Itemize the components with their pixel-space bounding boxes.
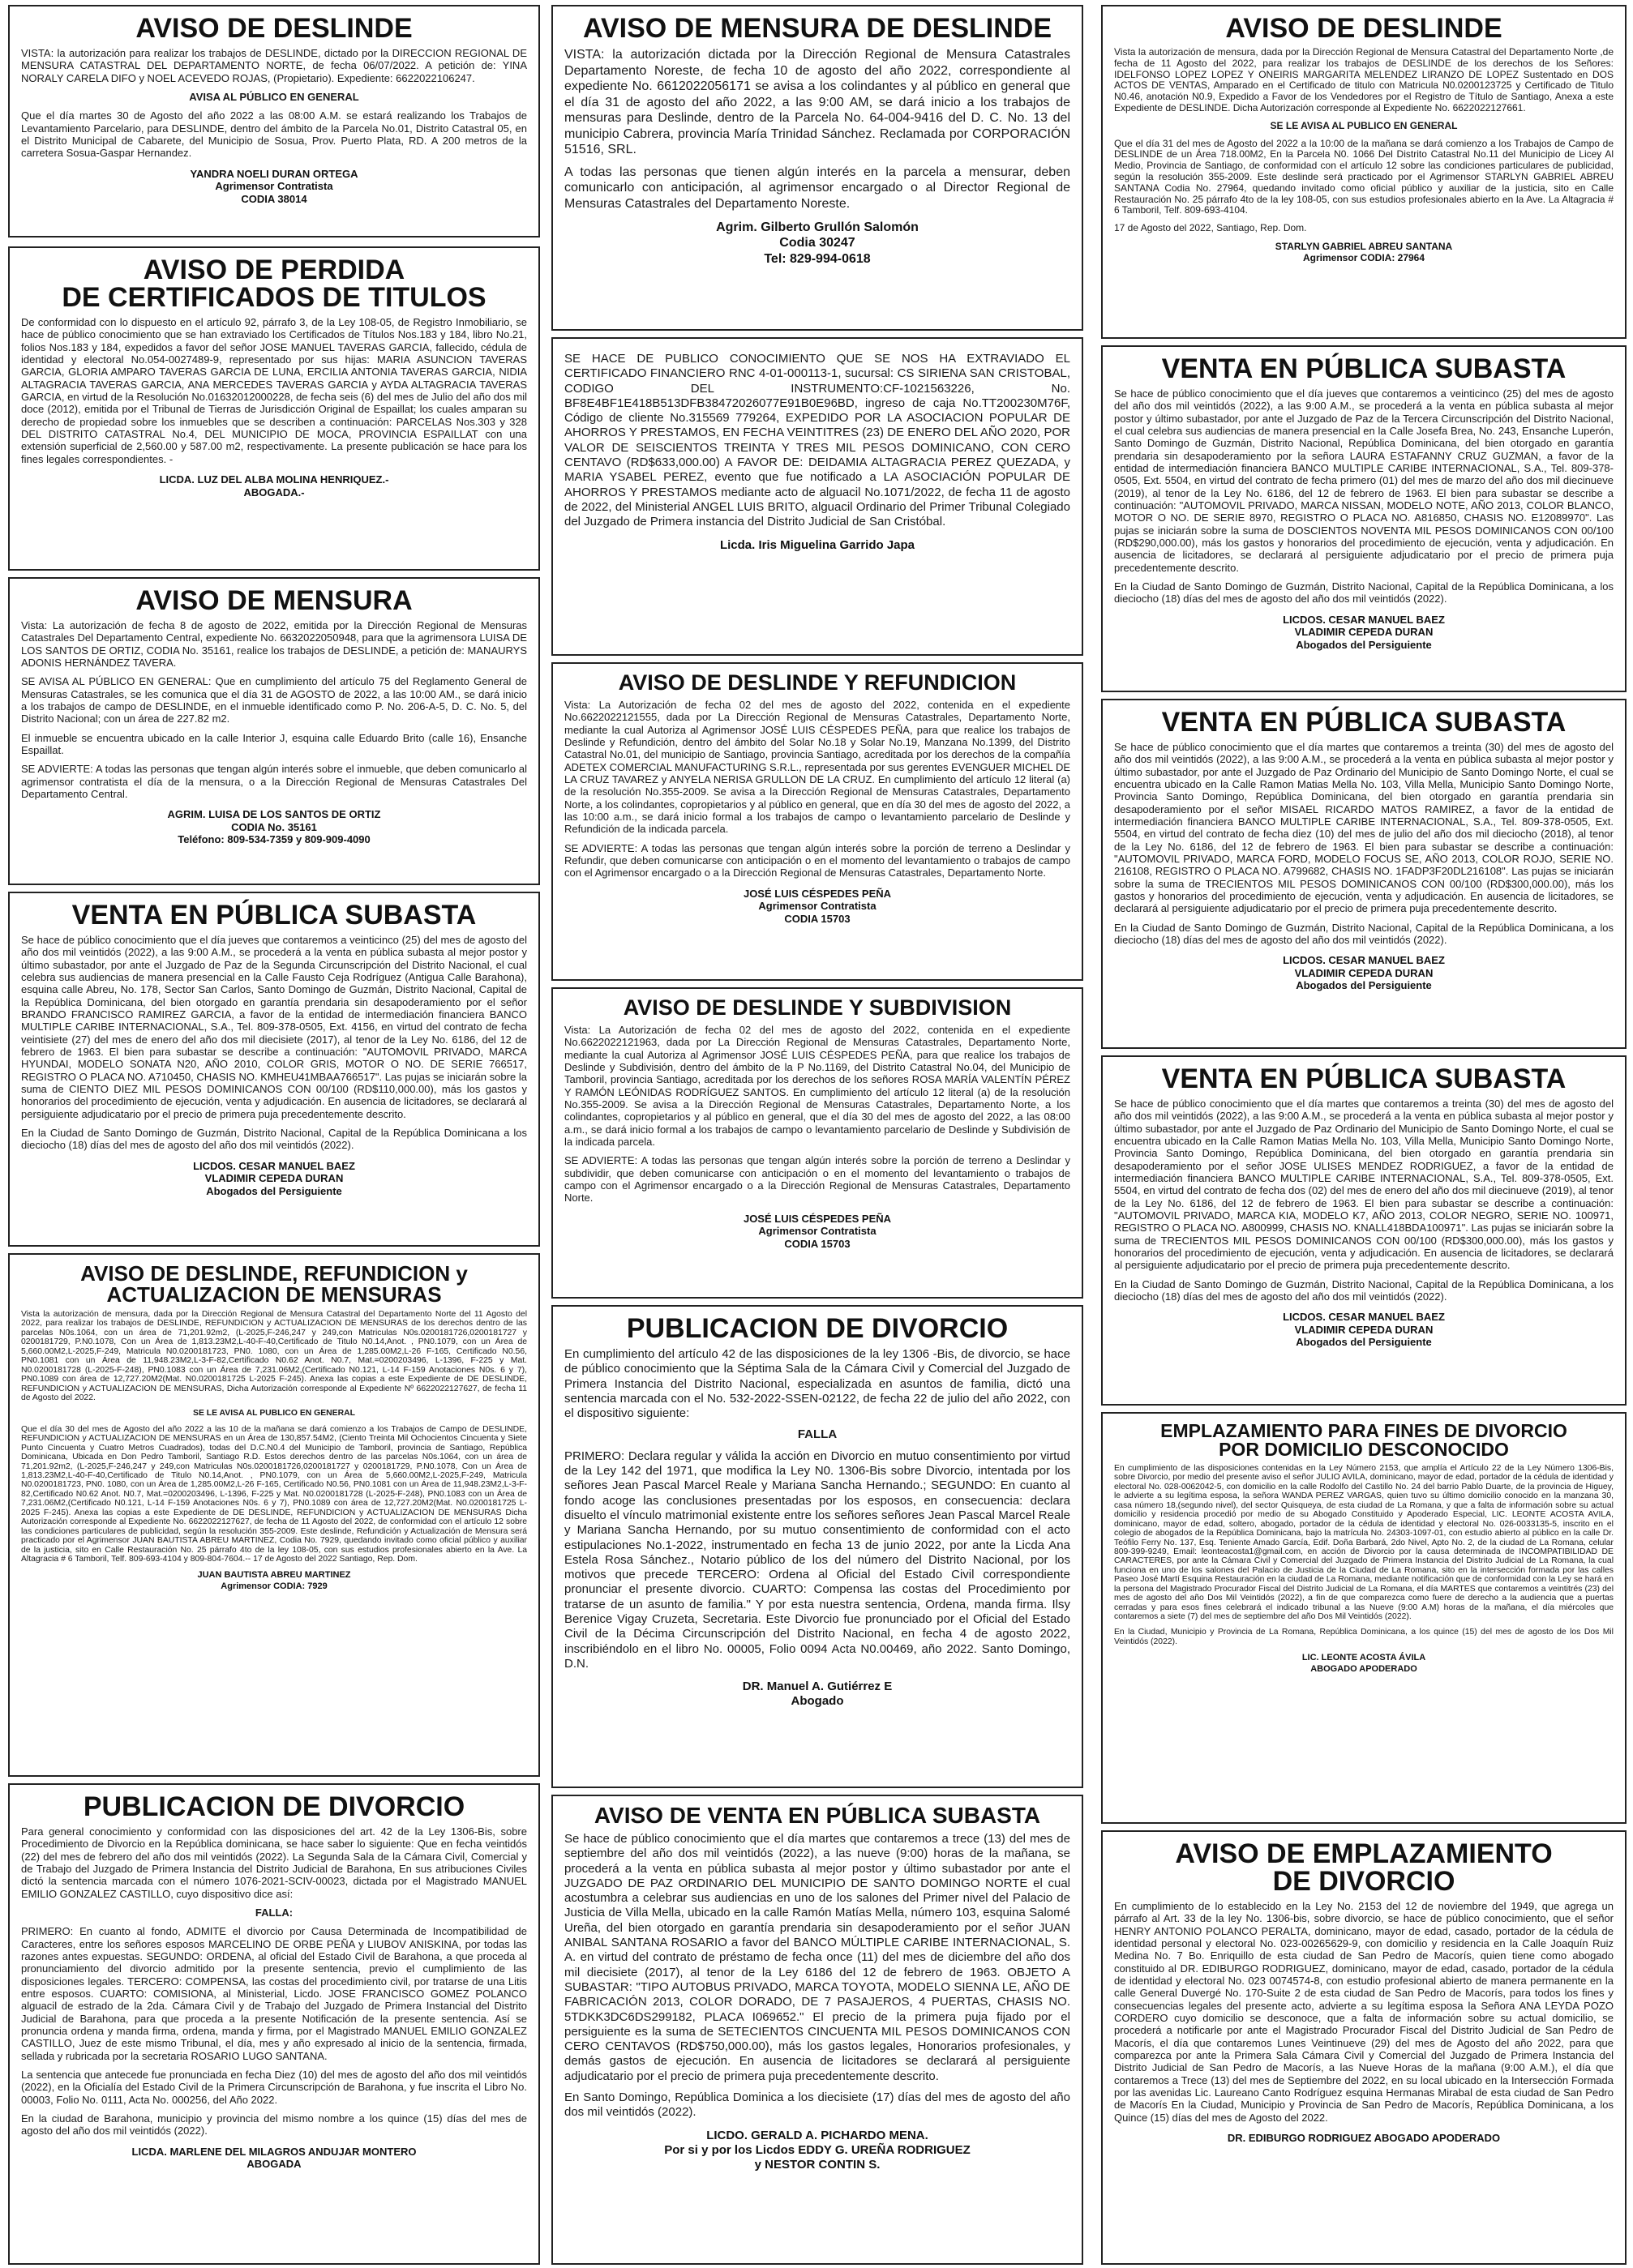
notice-emplazamiento-divorcio-2	[1101, 1830, 1627, 2265]
signature: LICDOS. CESAR MANUEL BAEZ VLADIMIR CEPEDA DURAN Abogados del Persiguiente	[1283, 954, 1445, 992]
notice-title: VENTA EN PÚBLICA SUBASTA	[1161, 1063, 1567, 1094]
notice-publicacion-divorcio-1	[8, 1783, 540, 2265]
signature: Agrim. Gilberto Grullón Salomón Codia 30247 Tel: 829-994-0618	[716, 220, 919, 266]
notice-text: Para general conocimiento y conformidad con las disposiciones del art. 42 de la Ley 1306-Bis, sobre Procedimiento de Divorcio en la República dominicana, se hace saber lo siguiente: Que en fecha veintidós (22) del mes de febrero del año dos mil veintidós (2022). La Segunda Sala de la Cámara Civil, Comercial y de Trabajo del Juzgado de Primera Instancia del Distrito Judicial de Barahona, En sus atribuciones Civiles dictó la sentencia marcada con el número 1076-2021-SCIV-00023, dictada por el Magistrado MANUEL EMILIO GONZALEZ CASTILLO, cuyo dispositivo dice así:	[21, 1825, 527, 1900]
notice-venta-subasta-2	[1101, 345, 1627, 692]
signature: JUAN BAUTISTA ABREU MARTINEZ Agrimensor CODIA: 7929	[197, 1570, 351, 1591]
notice-title: EMPLAZAMIENTO PARA FINES DE DIVORCIO POR DOMICILIO DESCONOCIDO	[1160, 1420, 1567, 1460]
notice-subheading: AVISA AL PÚBLICO EN GENERAL	[189, 90, 359, 103]
notice-text: 17 de Agosto del 2022, Santiago, Rep. Dom.	[1114, 222, 1307, 234]
notice-text: Se hace de público conocimiento que el día martes que contaremos a treinta (30) del mes de agosto del año dos mil veintidós (2022), a las 9:00 A.M., se procederá a la venta en pública subasta al mejor postor y último subastador, por ante el Juzgado de Paz Ordinario del Municipio de Santo Domingo Norte, el cual se encuentra ubicado en la Calle Ramon Matias Mella No. 103, Villa Mella, Municipio Santo Domingo Norte, Provincia Santo Domingo, República Dominicana, del bien otorgado en garantía prendaria sin desapoderamiento por el señor JOSE ULISES MENDEZ RODRIGUEZ, a favor de la entidad de intermediación financiera BANCO MULTIPLE CARIBE INTERNACIONAL, S.A., Tel. 809-378-0505, Ext. 5504, en virtud del contrato de fecha dos (02) del mes de enero del año dos mil diecinueve (2019), al tenor de la Ley No. 6186, del 12 de febrero de 1963. El bien para subastar se describe a continuación: "AUTOMOVIL PRIVADO, MARCA KIA, MODELO K7, AÑO 2013, COLOR NEGRO, SERIE NO. 100971, REGISTRO O PLACA NO. A800999, CHASIS NO. KNALL418BDA100971". Las pujas se iniciarán sobre la suma de TRECIENTOS MIL PESOS DOMINICANOS CON 00/100 (RD$300,000.00), más los gastos y honorarios del procedimiento de ejecución, venta y adjudicación. En ausencia de licitadores, se declarará al persiguiente adjudicatario por el precio de primera puja precedentemente descrito.	[1114, 1098, 1614, 1272]
notice-text: Vista la autorización de mensura, dada por la Dirección Regional de Mensura Catastral del Departamento Norte del 11 Agosto del 2022, para realizar los trabajos de DESLINDE, REFUNDICION y ACTUALIZACION DE MENSURAS de los derechos dentro de las parcelas N0s.1064, con un área de 71,201.92m2, (L-2025,F-246,247 y 249,con Matriculas N0s.0200181726,0200181727 y 0200181729, P.N0.1078, Con un Área de 1,813.23M2,L-40-F-40,Certificado de Titulo N0.14,Anot. , PN0.1079, con un Área de 5,660.00M2,L-2025,F-249, Matricula N0.0200181723, PN0. 1080, con un Área de 1,285.00M2,L-26 F-165, Certificado N0.56, PN0.1081 con un Área de 11,948.23M2,L-3-F-82,Certificado N0.62 Anot. N0.7, Mat.=0200203496, L-1396, F-225 y Mat. N0.0200181728 (L-2025-F-248), PN0.1083 con un Área de 7,231.06M2,(Certificado N0.121, L-14 F-159 Anotaciones N0s. 6 y 7), PN0.1089 con área de 12,727.20M2(Mat. N0.0200181725 L-2025 F-245). Anexa las copias a este Expediente de DE DESLINDE, REFUNDICION y ACTUALIZACION DE MENSURAS, Dicha Autorización corresponde al Expediente Nº 6622022127627, de fecha 11 de Agosto del 2022.	[21, 1310, 527, 1402]
signature: LICDO. GERALD A. PICHARDO MENA. Por si y por los Licdos EDDY G. UREÑA RODRIGUEZ y NESTOR CONTIN S.	[664, 2128, 971, 2172]
notice-text: VISTA: la autorización para realizar los trabajos de DESLINDE, dictado por la DIRECCION REGIONAL DE MENSURA CATASTRAL DEL DEPARTAMENTO NORTE, de fecha 06/07/2022. A petición de: YINA NORALY CARELA DIFO y NOEL ACEVEDO ROJAS, (Propietario). Expediente: 6622022106247.	[21, 47, 527, 84]
notice-venta-subasta-5	[1101, 1055, 1627, 1406]
notice-title: VENTA EN PÚBLICA SUBASTA	[1161, 707, 1567, 738]
signature: LICDA. LUZ DEL ALBA MOLINA HENRIQUEZ.- ABOGADA.-	[159, 473, 389, 499]
notice-text: Vista la autorización de mensura, dada por la Dirección Regional de Mensura Catastral del Departamento Norte ,de fecha de 11 Agosto del 2022, para realizar los trabajos de DESLINDE de los derechos de los Señores: IDELFONSO LOPEZ LOPEZ Y ONEIRIS MARGARITA MELENDEZ LIRANZO DE LOPEZ Sustentado en DOS ACTOS DE VENTAS, Amparado en el Certificado de titulo con Matricula N0.0200123725 y Certificado de Titulo N0.46, anotación N0.9, Expedido a Favor de los Vendedores por el Registro de Título de Santiago, Anexa a este Expediente de DESLINDE. Dicha Autorización corresponde al Expediente No. 6622022127661.	[1114, 46, 1614, 113]
notice-deslinde-refundicion-2	[551, 662, 1083, 981]
notice-mensura-deslinde	[551, 5, 1083, 331]
notice-text: Se hace de público conocimiento que el día martes que contaremos a treinta (30) del mes de agosto del año dos mil veintidós (2022), a las 9:00 A.M., se procederá a la venta en pública subasta al mejor postor y último subastador, por ante el Juzgado de Paz Ordinario del Municipio de Santo Domingo Norte, el cual se encuentra ubicado en la Calle Ramon Matias Mella No. 103, Villa Mella, Municipio Santo Domingo Norte, Provincia Santo Domingo, República Dominicana, del bien otorgado en garantía prendaria sin desapoderamiento por el señor MISAEL RICARDO MATOS RAMIREZ, a favor de la entidad de intermediación financiera BANCO MULTIPLE CARIBE INTERNACIONAL, S.A., Tel. 809-378-0505, Ext. 5504, en virtud del contrato de fecha diez (10) del mes de julio del año dos mil dieciocho (2018), al tenor de la Ley No. 6186, del 12 de febrero de 1963. El bien para subastar se describe a continuación: "AUTOMOVIL PRIVADO, MARCA FORD, MODELO FOCUS SE, AÑO 2013, COLOR ROJO, SERIE NO. 216108, REGISTRO O PLACA NO. A799682, CHASIS NO. 1FADP3F20DL216108". Las pujas se iniciarán sobre la suma de TRECIENTOS MIL PESOS DOMINICANOS CON 00/100 (RD$300,000.00), más los gastos y honorarios del procedimiento de ejecución, venta y adjudicación. En ausencia de licitadores, se declarará al persiguiente adjudicatario por el precio de primera puja precedentemente descrito.	[1114, 741, 1614, 915]
notice-text: SE HACE DE PUBLICO CONOCIMIENTO QUE SE NOS HA EXTRAVIADO EL CERTIFICADO FINANCIERO RNC 4-01-000113-1, sucursal: CS SIRIENA SAN CRISTOBAL, CODIGO DEL INSTRUMENTO:CF-1021563226, No. BF8E4BF1E418B513DFB38472026077E91B0E96BD, ingreso de caja No.TT200230M76F, Código de cliente No.315569 779264, EXPEDIDO POR LA ASOCIACION POPULAR DE AHORROS Y PRESTAMOS, EN FECHA VEINTITRES (23) DE ENERO DEL AÑO 2020, POR VALOR DE SEISCIENTOS TREINTA Y TRES MIL PESOS DOMINICANO, CON CERO CENTAVO (RD$633,000.00) A FAVOR DE: DEIDAMIA ALTAGRACIA PEREZ QUEZADA, y MARIA YSABEL PEREZ, evento que fue notificado a LA ASOCIACIÓN POPULAR DE AHORROS Y PRESTAMOS mediante acto de alguacil No.1071/2022, de fecha 11 de agosto de 2022, del Ministerial ANGEL LUIS BRITO, alguacil Ordinario del Primer Tribunal Colegiado del Juzgado de Primera instancia del Distrito Judicial de San Cristóbal.	[564, 352, 1070, 529]
notice-text: Que el día 30 del mes de Agosto del año 2022 a las 10 de la mañana se dará comienzo a los Trabajos de Campo de DESLINDE, REFUNDICION y ACTUALIZACION DE MENSURAS en un Área de 130,857.54M2, (Ciento Treinta Mil Ochocientos Cincuenta y Siete Punto Cincuenta y Cuatro Metros Cuadrados), todas del D.C.N0.4 del Municipio de Tamboril, provincia de Santiago, República Dominicana, Ubicada en Don Pedro Tamboril, Santiago R.D. Estos derechos dentro de las parcelas N0s.1064, con un área de 71,201.92m2, (L-2025,F-246,247 y 249,con Matriculas N0s.0200181726,0200181727 y 0200181729, P.N0.1078, Con un Área de 1,813.23M2,L-40-F-40,Certificado de Titulo N0.14,Anot. , PN0.1079, con un Área de 5,660.00M2,L-2025,F-249, Matricula N0.0200181723, PN0. 1080, con un Área de 1,285.00M2,L-26 F-165, Certificado N0.56, PN0.1081 con un Área de 11,948.23M2,L-3-F-82,Certificado N0.62 Anot. N0.7, Mat.=0200203496, L-1396, F-225 y Mat. N0.0200181728 (L-2025-F-248), PN0.1083 con un Área de 7,231.06M2,(Certificado N0.121, L-14 F-159 Anotaciones N0s. 6 y 7), PN0.1089 con área de 12,727.20M2(Mat. N0.0200181725 L-2025 F-245). Anexa las copias a este Expediente de DE DESLINDE, REFUNDICION y ACTUALIZACION DE MENSURAS Dicha Autorización corresponde al Expediente No. 6622022127627, de fecha de 11 Agosto del 2022, de conformidad con el artículo 12 sobre las condiciones particulares de publicidad, según la resolución 355-2009. Este deslinde, Refundición y Actualización de Mensura será practicado por el Agrimensor JUAN BAUTISTA ABREU MARTINEZ, Codia No. 7929, quedando invitado como oficial público y auxiliar de la justicia, sito en Calle Restauración No. 25 párrafo 4to de la ley 108-05, con sus estudios profesionales abierto en la Ave. La Altagracia # 6 Tamboril, Telf. 809-693-4104 y 809-804-7604.-- 17 de Agosto del 2022 Santiago, Rep. Dom.	[21, 1424, 527, 1564]
notice-text: En la Ciudad de Santo Domingo de Guzmán, Distrito Nacional, Capital de la República Dominicana, a los dieciocho (18) días del mes de agosto del año dos mil veintidós (2022).	[1114, 921, 1614, 946]
signature: AGRIM. LUISA DE LOS SANTOS DE ORTIZ CODIA No. 35161 Teléfono: 809-534-7359 y 809-909-4090	[167, 808, 381, 846]
notice-venta-subasta-4	[551, 1795, 1083, 2265]
notice-perdida-certificados	[8, 246, 540, 571]
notice-text: Se hace de público conocimiento que el día jueves que contaremos a veinticinco (25) del mes de agosto del año dos mil veintidós (2022), a las 9:00 A.M., se procederá a la venta en pública subasta al mejor postor y último subastador, por ante el Juzgado de Paz de la Tercera Circunscripción del Distrito Nacional, el cual celebra sus audiencias de manera presencial en la Calle Josefa Brea, No. 243, Ensanche Luperón, Santo Domingo de Guzmán, Distrito Nacional, República Dominicana, del bien otorgado en garantía prendaria sin desapoderamiento por la señora LAURA ESTAFANNY CRUZ GUZMAN, a favor de la entidad de intermediación financiera BANCO MULTIPLE CARIBE INTERNACIONAL, S.A., Tel. 809-378-0505, Ext. 5504, en virtud del contrato de fecha primero (01) del mes de marzo del año dos mil diecinueve (2019), al tenor de la Ley No. 6186, del 12 de febrero de 1963. El bien para subastar se describe a continuación: "AUTOMOVIL PRIVADO, MARCA NISSAN, MODELO NOTE, AÑO 2013, COLOR BLANCO, MOTOR O NO. DE SERIE 8970, REGISTRO O PLACA NO. A816850, CHASIS NO. E12089970". Las pujas se iniciarán sobre la suma de DOSCIENTOS NOVENTA MIL PESOS DOMINICANOS CON 00/100 (RD$290,000.00), más los gastos y honorarios del procedimiento de ejecución, venta y adjudicación. En ausencia de licitadores, se declarará al persiguiente adjudicatario por el precio de primera puja precedentemente descrito.	[1114, 387, 1614, 574]
notice-title: VENTA EN PÚBLICA SUBASTA	[1161, 353, 1567, 384]
notice-text: Que el día 31 del mes de Agosto del 2022 a la 10:00 de la mañana se dará comienzo a los Trabajos de Campo de DESLINDE de un Área 718.00M2, En la Parcela N0. 1066 Del Distrito Catastral No.11 del Municipio de Licey Al Medio, Provincia de Santiago, de conformidad con el artículo 12 sobre las condiciones particulares de publicidad, según la resolución 355-2009. Este deslinde será practicado por el Agrimensor STARLYN GABRIEL ABREU SANTANA Codia No. 27964, quedando invitado como oficial público y auxiliar de la justicia, sito en Calle Restauración No. 25 párrafo 4to de la ley 108-05, con sus estudios profesionales abierto en la Ave. La Altagracia # 6 Tamboril, Telf. 809-693-4104.	[1114, 137, 1614, 216]
notice-subheading: SE LE AVISA AL PUBLICO EN GENERAL	[1270, 119, 1458, 131]
notice-text: Vista: La Autorización de fecha 02 del mes de agosto del 2022, contenida en el expediente No.6622022121555, dada por La Dirección Regional de Mensuras Catastrales, Departamento Norte, mediante la cual Autoriza al Agrimensor JOSÉ LUIS CÉSPEDES PEÑA, para que realice los trabajos de Deslinde y Refundición, dentro del ámbito del Solar No.18 y Solar No.19, Manzana No.1399, del Distrito Catastral No.01, del municipio de Santiago, provincia Santiago, acreditada por los derechos de la compañía ADETEX COMERCIAL MANUFACTURING S.R.L., representada por sus gerentes EVENGUER MICHEL DE LA CRUZ TAVAREZ y ANYELA NERISA GRULLON DE LA CRUZ. En cumplimiento del artículo 12 literal (a) de la resolución No.355-2009. Se avisa a la Dirección Regional de Mensuras Catastrales, Departamento Norte, a los colindantes, copropietarios y al público en general, que en día 30 del mes de agosto del 2022, a las 10:00 a.m., se dará inicio formal a los trabajos de campo o levantamiento parcelario de Deslinde y Refundición de la indicada parcela.	[564, 699, 1070, 836]
notice-title: AVISO DE MENSURA DE DESLINDE	[582, 13, 1052, 44]
notice-title: AVISO DE PERDIDA DE CERTIFICADOS DE TITULOS	[62, 255, 486, 313]
notice-text: En cumplimiento de lo establecido en la Ley No. 2153 del 12 de noviembre del 1949, que agrega un párrafo al Art. 33 de la ley No. 1306-bis, sobre divorcio, se hace de público conocimiento, que el señor HENRY ANTONIO POLANCO PERALTA, dominicano, mayor de edad, casado, portador de la cédula de identidad personal y electoral No. 023-00265629-9, con domicilio y residencia en la Calle Joaquín Ruiz Medina No. 7 Bo. Enriquillo de esta ciudad de San Pedro de Macorís, quien tiene como abogado constituido al DR. EDIBURGO RODRIGUEZ, dominicano, mayor de edad, casado, portador de la cédula de identidad y electoral No. 023 0074574-8, con estudio profesional abierto de manera permanente en la calle General Duvergé No. 170-Suite 2 de esta ciudad de San Pedro de Macorís, para todos los fines y consecuencias legales del presente acto, advierte a su legítima esposa la Señora ANA LEYDA POZO CORDERO cuyo domicilio se desconoce, que a falta de información sobre su actual domicilio, se procederá a notificarle por ante el Magistrado Procurador Fiscal del Distrito Judicial de San Pedro de Macorís, el día que contaremos Lunes Veintinueve (29) del mes de Agosto del año 2022, para que comparezca por ante la Primera Sala Cámara Civil y Comercial del Juzgado de Primera Instancia del Distrito Judicial de San Pedro de Macorís, a las Nueve Horas de la mañana (9:00 A.M.), el día que contaremos a Trece (13) del mes de Septiembre del 2022, en su local ubicado en la Intersección Formada por las avenidas Lic. Laureano Canto Rodríguez esquina Hermanas Mirabal de esta ciudad de San Pedro de Macorís En la Ciudad, Municipio y Provincia de San Pedro de Macorís, República Dominicana, a los Quince (15) días del mes de Agosto del 2022.	[1114, 1900, 1614, 2124]
signature: LICDOS. CESAR MANUEL BAEZ VLADIMIR CEPEDA DURAN Abogados del Persiguiente	[193, 1159, 355, 1197]
notice-deslinde-subdivision	[551, 987, 1083, 1299]
notice-text: SE AVISA AL PÚBLICO EN GENERAL: Que en cumplimiento del artículo 75 del Reglamento General de Mensuras Catastrales, se les comunica que el día 31 de AGOSTO de 2022, a las 10:00 AM., se dará inicio a los trabajos de campo de DESLINDE, en el inmueble identificado como P. No. 206-A-5, D. C. No. 5, del Distrito Nacional; con un área de 227.82 m2.	[21, 675, 527, 725]
notice-text: En cumplimiento del artículo 42 de las disposiciones de la ley 1306 -Bis, de divorcio, se hace de público conocimiento que la Séptima Sala de la Cámara Civil y Comercial del Juzgado de Primera Instancia del Distrito Nacional, especializada en asuntos de familia, dictó una sentencia marcada con el No. 532-2022-SSEN-02122, de fecha 22 de julio del año 2022, con el dispositivo siguiente:	[564, 1347, 1070, 1421]
signature: DR. Manuel A. Gutiérrez E Abogado	[742, 1680, 893, 1709]
notice-subheading: SE LE AVISA AL PUBLICO EN GENERAL	[193, 1409, 355, 1419]
notice-text: PRIMERO: En cuanto al fondo, ADMITE el divorcio por Causa Determinada de Incompatibilidad de Caracteres, entre los señores esposos MARCELINO DE ORBE PEÑA y LIUBOV ANISKINA, por todas las razones antes expuestas. SEGUNDO: ORDENA, al oficial del Estado Civil de Barahona, a que proceda al pronunciamiento del divorcio admitido por la presente sentencia, previo el cumplimiento de las disposiciones legales. TERCERO: COMPENSA, las costas del procedimiento civil, por tratarse de una Litis entre esposos. CUARTO: COMISIONA, al Ministerial, Licdo. JOSE FRANCISCO GOMEZ POLANCO alguacil de estrado de la 2da. Cámara Civil y de Trabajo del Juzgado de Primera Instancial del Distrito Judicial de Barahona, para que proceda a la presente Notificación de la presente sentencia. Así se pronuncia ordena y manda firma, ordena, manda y firma, por el Magistrado MANUEL EMILIO GONZALEZ CASTILLO, Juez de este mismo Tribunal, el día, mes y año expresado al inicio de la sentencia, firmada, sellada y rubricada por la secretaria ROSARIO LUGO SANTANA.	[21, 1925, 527, 2062]
notice-venta-subasta-3	[1101, 699, 1627, 1049]
notice-aviso-deslinde-1	[8, 5, 540, 237]
notice-subheading: FALLA	[797, 1427, 838, 1442]
notice-emplazamiento-divorcio-1	[1101, 1412, 1627, 1824]
notice-text: Que el día martes 30 de Agosto del año 2022 a las 08:00 A.M. se estará realizando los Trabajos de Levantamiento Parcelario, para DESLINDE, dentro del ámbito de la Parcela No.01, Distrito Catastral 05, en el Distrito Municipal de Cabarete, del Municipio de Sosua, Prov. Puerto Plata, RD. A 200 metros de la carretera Sosua-Gaspar Hernandez.	[21, 109, 527, 160]
notice-text: En la Ciudad de Santo Domingo de Guzmán, Distrito Nacional, Capital de la República Dominicana, a los dieciocho (18) días del mes de agosto del año dos mil veintidós (2022).	[1114, 580, 1614, 606]
notice-text: La sentencia que antecede fue pronunciada en fecha Diez (10) del mes de agosto del año dos mil veintidós (2022), en la Oficialía del Estado Civil de la Primera Circunscripción de Barahona, y fue inscrita el Libro No. 00003, Folio No. 0111, Acta No. 000256, del Año 2022.	[21, 2068, 527, 2106]
notice-text: PRIMERO: Declara regular y válida la acción en Divorcio en mutuo consentimiento por virtud de la Ley 142 del 1971, que modifica la Ley N0. 1306-Bis sobre Divorcio, intentada por los señores Jean Pascal Marcel Reale y Mariana Sancha Hernando.; SEGUNDO: En cuanto al fondo acoge las conclusiones presentadas por los esposos, en consecuencia: declara disuelto el vínculo matrimonial existente entre los señores señores Jean Pascal Marcel Reale y Mariana Sancha Hernando, por su mutuo consentimiento de conformidad con el acto estipulaciones No.1-2022, instrumentado en fecha 13 de junio 2022, por ante la Licda Ana Estela Rosa Sánchez., Notario público de los del número del Distrito Nacional, por los motivos que precede TERCERO: Ordena al Oficial del Estado Civil correspondiente pronunciar el presente divorcio. CUARTO: Compensa las costas del Procedimiento por tratarse de un asunto de familia." Y por esta nuestra sentencia, Ordena, manda firma. Ilsy Berenice Vigay Cruzeta, Secretaria. Este Divorcio fue pronunciado por el Oficial del Estado Civil de la Décima Circunscripción del Distrito Nacional, en fecha 4 de agosto 2022, inscribiéndolo en el libro No. 00005, Folio 0094 Acta N0.00469, año 2022. Santo Domingo, D.N.	[564, 1449, 1070, 1671]
notice-title: AVISO DE DESLINDE Y SUBDIVISION	[623, 995, 1012, 1020]
signature: Licda. Iris Miguelina Garrido Japa	[719, 537, 915, 552]
notice-text: En la ciudad de Barahona, municipio y provincia del mismo nombre a los quince (15) días del mes de agosto del año dos mil veintidós (2022).	[21, 2112, 527, 2137]
notice-title: VENTA EN PÚBLICA SUBASTA	[71, 900, 477, 931]
notice-text: En Santo Domingo, República Dominica a los diecisiete (17) días del mes de agosto del año dos mil veintidós (2022).	[564, 2090, 1070, 2120]
notice-title: AVISO DE EMPLAZAMIENTO DE DIVORCIO	[1175, 1838, 1553, 1897]
notice-text: Vista: La autorización de fecha 8 de agosto de 2022, emitida por la Dirección Regional de Mensuras Catastrales Del Departamento Central, expediente No. 6632022050948, para que la agrimensora LUISA DE LOS SANTOS DE ORTIZ, CODIA No. 35161, realice los trabajos de DESLINDE, a petición de: MANAURYS ADONIS HERNÁNDEZ TAVERA.	[21, 619, 527, 669]
signature: LIC. LEONTE ACOSTA ÁVILA ABOGADO APODERADO	[1301, 1653, 1426, 1674]
notice-title: AVISO DE DESLINDE	[1225, 13, 1502, 44]
notice-text: SE ADVIERTE: A todas las personas que tengan algún interés sobre el inmueble, que deben comunicarlo al agrimensor contratista el día de la mensura, o a la Dirección Regional de Mensuras Catastrales Del Departamento Central.	[21, 763, 527, 800]
notice-text: En la Ciudad, Municipio y Provincia de La Romana, República Dominicana, a los quince (15) del mes de agosto de los Dos Mil Veintidós (2022).	[1114, 1628, 1614, 1646]
notice-text: En la Ciudad de Santo Domingo de Guzmán, Distrito Nacional, Capital de la República Dominicana a los dieciocho (18) días del mes de agosto del año dos mil veintidós (2022).	[21, 1126, 527, 1152]
notice-subheading: FALLA:	[255, 1906, 294, 1919]
notice-text: En cumplimiento de las disposiciones contenidas en la Ley Número 2153, que amplía el Artículo 22 de la Ley Número 1306-Bis, sobre Divorcio, por medio del presente aviso el señor JULIO AVILA, dominicano, mayor de edad, portador de la cédula de identidad y electoral No. 028-0062042-5, con domicilio en la calle Rodolfo del Castillo No. 24 del barrio Pablo Duarte, de la provincia de Higuey, le advierte a su legítima esposa, la señora WANDA PEREZ VARGAS, quien tuvo su último domicilio conocido en la manzana 30, casa número 18,(segundo nivel), del sector Quisqueya, de esta ciudad de La Romana, y que a falta de información sobre su actual domicilio y residencia procedió por medio de su Abogado Constituido y Apoderado Especial, LIC. LEONTE ACOSTA AVILA, dominicano, mayor de edad, soltero, abogado, portador de la cédula de identidad y electoral No. 026-0033135-5, inscrito en el colegio de abogados de la República Dominicana, bajo la matrícula No. 24303-1097-01, con estudio abierto al público en la calle Dr. Teófilo Ferry No. 137, Esq. Teniente Amado García, Edif. Doña Barbará, 2do Nivel, Apto No. 2, de la ciudad de La Romana, celular 809-399-9249, Email: leonteacosta1@gmail.com, en acción de Divorcio por la causa determinada de INCOMPATIBILIDAD DE CARACTERES, por ante la Cámara Civil y Comercial del Juzgado de Primera Instancia del Distrito Judicial de La Romana, la cual funciona en uno de los salones del Palacio de Justicia de la Ciudad de La Romana, sito en la intersección formada por las calles Paseo José Martí Esquina Restauración en la ciudad de La Romana, mediante notificación que de conformidad con la Ley se hará en la persona del Magistrado Procurador Fiscal del Distrito Judicial de La Romana, el día MARTES que contaremos a veintitrés (23) del mes de agosto del año Dos Mil Veintidós (2022), a fin de que comparezca como fuere de derecho a la audiencia que a puertas cerradas y para esos fines celebrará el indicado tribunal a las Nueve (9:00 A.M) horas de la mañana, el día miércoles que contaremos a siete (7) del mes de septiembre del año Dos Mil Veintidós (2022).	[1114, 1464, 1614, 1621]
notice-text: Se hace de público conocimiento que el día jueves que contaremos a veinticinco (25) del mes de agosto del año dos mil veintidós (2022), a las 9:00 A.M., se procederá a la venta en pública subasta al mejor postor y último subastador, por ante el Juzgado de Paz de la Segunda Circunscripción del Distrito Nacional, el cual celebra sus audiencias de manera presencial en la Calle Fausto Ceja Rodríguez (Antigua Calle Barahona), esquina calle Abreu, No. 178, Sector San Carlos, Santo Domingo de Guzmán, Distrito Nacional, Capital de la República Dominicana, del bien otorgado en garantía prendaria sin desapoderamiento por el señor BRANDO FRANCISCO RAMIREZ GARCIA, a favor de la entidad de intermediación financiera BANCO MULTIPLE CARIBE INTERNACIONAL, S.A., Tel. 809-378-0505, Ext. 4156, en virtud del contrato de fecha veintisiete (27) del mes de enero del año dos mil diecisiete (2017), al tenor de la Ley No. 6186, del 12 de febrero de 1963. El bien para subastar se describe a continuación: "AUTOMOVIL PRIVADO, MARCA HYUNDAI, MODELO SONATA N20, AÑO 2010, COLOR GRIS, MOTOR O NO. DE SERIE 766517, REGISTRO O PLACA NO. A710450, CHASIS NO. KMHEU41MBAA766517". Las pujas se iniciarán sobre la suma de CIENTO DIEZ MIL PESOS DOMINICANOS CON 00/100 (RD$110,000.00), más los gastos y honorarios del procedimiento de ejecución, venta y adjudicación. En ausencia de licitadores, se declarará al persiguiente adjudicatario por el precio de primera puja precedentemente descrito.	[21, 934, 527, 1120]
signature: JOSÉ LUIS CÉSPEDES PEÑA Agrimensor Contratista CODIA 15703	[743, 887, 892, 925]
signature: LICDOS. CESAR MANUEL BAEZ VLADIMIR CEPEDA DURAN Abogados del Persiguiente	[1283, 613, 1445, 651]
notice-aviso-deslinde-2	[1101, 5, 1627, 339]
signature: DR. EDIBURGO RODRIGUEZ ABOGADO APODERADO	[1227, 2131, 1501, 2144]
notice-certificado-financiero	[551, 337, 1083, 656]
signature: YANDRA NOELI DURAN ORTEGA Agrimensor Contratista CODIA 38014	[190, 167, 358, 205]
notice-text: SE ADVIERTE: A todas las personas que tengan algún interés sobre la porción de terreno a Deslindar y subdividir, que deben comunicarse con anticipación o en el momento del levantamiento o trabajos de campo con el Agrimensor encargado o a la Dirección Regional de Mensuras Catastrales, Departamento Norte.	[564, 1154, 1070, 1205]
notice-text: En la Ciudad de Santo Domingo de Guzmán, Distrito Nacional, Capital de la República Dominicana, a los dieciocho (18) días del mes de agosto del año dos mil veintidós (2022).	[1114, 1277, 1614, 1303]
notice-text: SE ADVIERTE: A todas las personas que tengan algún interés sobre la porción de terreno a Deslindar y Refundir, que deben comunicarse con anticipación o en el momento del levantamiento o trabajos de campo con el Agrimensor encargado o a la Dirección Regional de Mensuras Catastrales, Departamento Norte.	[564, 841, 1070, 879]
signature: LICDA. MARLENE DEL MILAGROS ANDUJAR MONTERO ABOGADA	[131, 2145, 417, 2171]
notice-deslinde-refundicion	[8, 1253, 540, 1777]
notice-title: AVISO DE VENTA EN PÚBLICA SUBASTA	[594, 1803, 1041, 1828]
notice-text: A todas las personas que tienen algún interés en la parcela a mensurar, deben comunicarlo con anticipación, al agrimensor encargado o al Director Regional de Mensuras Catastrales del Departamento Noreste.	[564, 165, 1070, 211]
notice-aviso-mensura	[8, 577, 540, 885]
signature: JOSÉ LUIS CÉSPEDES PEÑA Agrimensor Contratista CODIA 15703	[743, 1212, 892, 1250]
notice-text: De conformidad con lo dispuesto en el artículo 92, párrafo 3, de la Ley 108-05, de Registro Inmobiliario, se hace de público conocimiento que se han extraviado los Certificados de Títulos Nos.183 y 184, libro No.21, folios Nos.183 y 184, expedidos a favor del señor JOSE MANUEL TAVERAS GARCIA, fallecido, cédula de identidad y electoral No.054-0027489-9, representado por sus hijas: MARIA ASUNCION TAVERAS GARCIA, GLORIA AMPARO TAVERAS GARCIA DE LUNA, ERCILIA ANTONIA TAVERAS GARCIA, NIDIA ALTAGRACIA TAVERAS GARCIA, ANA MERCEDES TAVERAS GARCIA y AYDA ALTAGRACIA TAVERAS GARCIA, en virtud de la Resolución No.01632012000228, de fecha seis (6) del mes de Julio del año dos mil doce (2012), emitida por el Tribunal de Tierras de Jurisdicción Original de Espaillat; los cuales amparan su derecho de propiedad sobre los inmuebles que se describen a continuación: PARCELAS Nos.303 y 328 DEL DISTRITO CATASTRAL No.4, DEL MUNICIPIO DE MOCA, PROVINCIA ESPAILLAT con una extensión superficial de 2,560.00 y 587.00 m2, respectivamente. La presente publicación se hace para los fines legales correspondientes. -	[21, 316, 527, 465]
notice-text: VISTA: la autorización dictada por la Dirección Regional de Mensura Catastrales Departamento Noreste, de fecha 10 de agosto del año 2022, correspondiente al expediente No. 6612022056171 se avisa a los colindantes y al público en general que el día 31 de agosto del año 2022, a las 9:00 AM, se dará inicio a los trabajos de mensuras para Deslinde, dentro de la Parcela No. 64-004-9416 del D. C. No. 13 del municipio Cabrera, provincia María Trinidad Sánchez. Reclamada por CORPORACIÓN 51516, SRL.	[564, 48, 1070, 157]
signature: LICDOS. CESAR MANUEL BAEZ VLADIMIR CEPEDA DURAN Abogados del Persiguiente	[1283, 1311, 1445, 1349]
notice-publicacion-divorcio-2	[551, 1305, 1083, 1788]
notice-title: AVISO DE DESLINDE, REFUNDICION y ACTUALIZACION DE MENSURAS	[80, 1261, 468, 1307]
notice-venta-subasta-1	[8, 892, 540, 1247]
notice-text: Se hace de público conocimiento que el día martes que contaremos a trece (13) del mes de septiembre del año dos mil veintidós (2022), a las nueve (9:00) horas de la mañana, se procederá a la venta en pública subasta al mejor postor y último subastador por ante el JUZGADO DE PAZ ORDINARIO DEL MUNICIPIO DE SANTO DOMINGO NORTE el cual acostumbra a celebrar sus audiencias en uno de los salones del Primer nivel del Palacio de Justicia de Villa Mella, ubicado en la calle Ramón Matías Mella, número 103, esquina Salomé Ureña, del bien otorgado en garantía prendaria sin desapoderamiento por el señor JUAN ANIBAL SANTANA ROSARIO a favor del BANCO MÚLTIPLE CARIBE INTERNACIONAL, S. A. en virtud del contrato de préstamo de fecha once (11) del mes de diciembre del año dos mil diecisiete (2017), al tenor de la Ley 6186 del 12 de febrero de 1963. OBJETO A SUBASTAR: "TIPO AUTOBUS PRIVADO, MARCA TOYOTA, MODELO SIENNA LE, AÑO DE FABRICACIÓN 2013, COLOR DORADO, DE 7 PASAJEROS, 4 PUERTAS, CHASIS NO. 5TDKK3DC6DS299182, PLACA I069652." El precio de la primera puja fijado por el persiguiente es la suma de SETECIENTOS CINCUENTA MIL PESOS DOMINICANOS CON CERO CENTAVOS (RD$750,000.00), más los gastos legales, Honorarios profesionales, y demás gastos de ejecución. En ausencia de licitadores se declarará al persiguiente adjudicatario por el precio de primera puja precedentemente descrito.	[564, 1832, 1070, 2083]
signature: STARLYN GABRIEL ABREU SANTANA Agrimensor CODIA: 27964	[1275, 240, 1453, 264]
notice-title: AVISO DE DESLINDE	[135, 13, 413, 44]
notice-title: PUBLICACION DE DIVORCIO	[83, 1791, 465, 1822]
notice-title: AVISO DE MENSURA	[135, 585, 413, 616]
notice-title: AVISO DE DESLINDE Y REFUNDICION	[618, 670, 1017, 695]
notice-text: El inmueble se encuentra ubicado en la calle Interior J, esquina calle Eduardo Brito (calle 16), Ensanche Espaillat.	[21, 731, 527, 756]
notice-text: Vista: La Autorización de fecha 02 del mes de agosto del 2022, contenida en el expediente No.6622022121963, dada por La Dirección Regional de Mensuras Catastrales, Departamento Norte, mediante la cual Autoriza al Agrimensor JOSÉ LUIS CÉSPEDES PEÑA, para que realice los trabajos de Deslinde y Subdivisión, dentro del ámbito de la P No.1169, del Distrito Catastral No.04, del Municipio de Tamboril, provincia Santiago, acreditada por los derechos de los señores ROSA MARÍA VALENTÍN PÉREZ Y RAMÓN LEÓNIDAS RODRÍGUEZ SANTOS. En cumplimiento del artículo 12 literal (a) de la resolución No.355-2009. Se avisa a la Dirección Regional de Mensuras Catastrales, Departamento Norte, a los colindantes, copropietarios y al público en general, que el día 30 del mes de agosto del 2022, a las 08:00 a.m., se dará inicio formal a los trabajos de campo o levantamiento parcelario de Deslinde y Subdivisión de la indicada parcela.	[564, 1024, 1070, 1148]
notice-title: PUBLICACION DE DIVORCIO	[626, 1313, 1009, 1344]
